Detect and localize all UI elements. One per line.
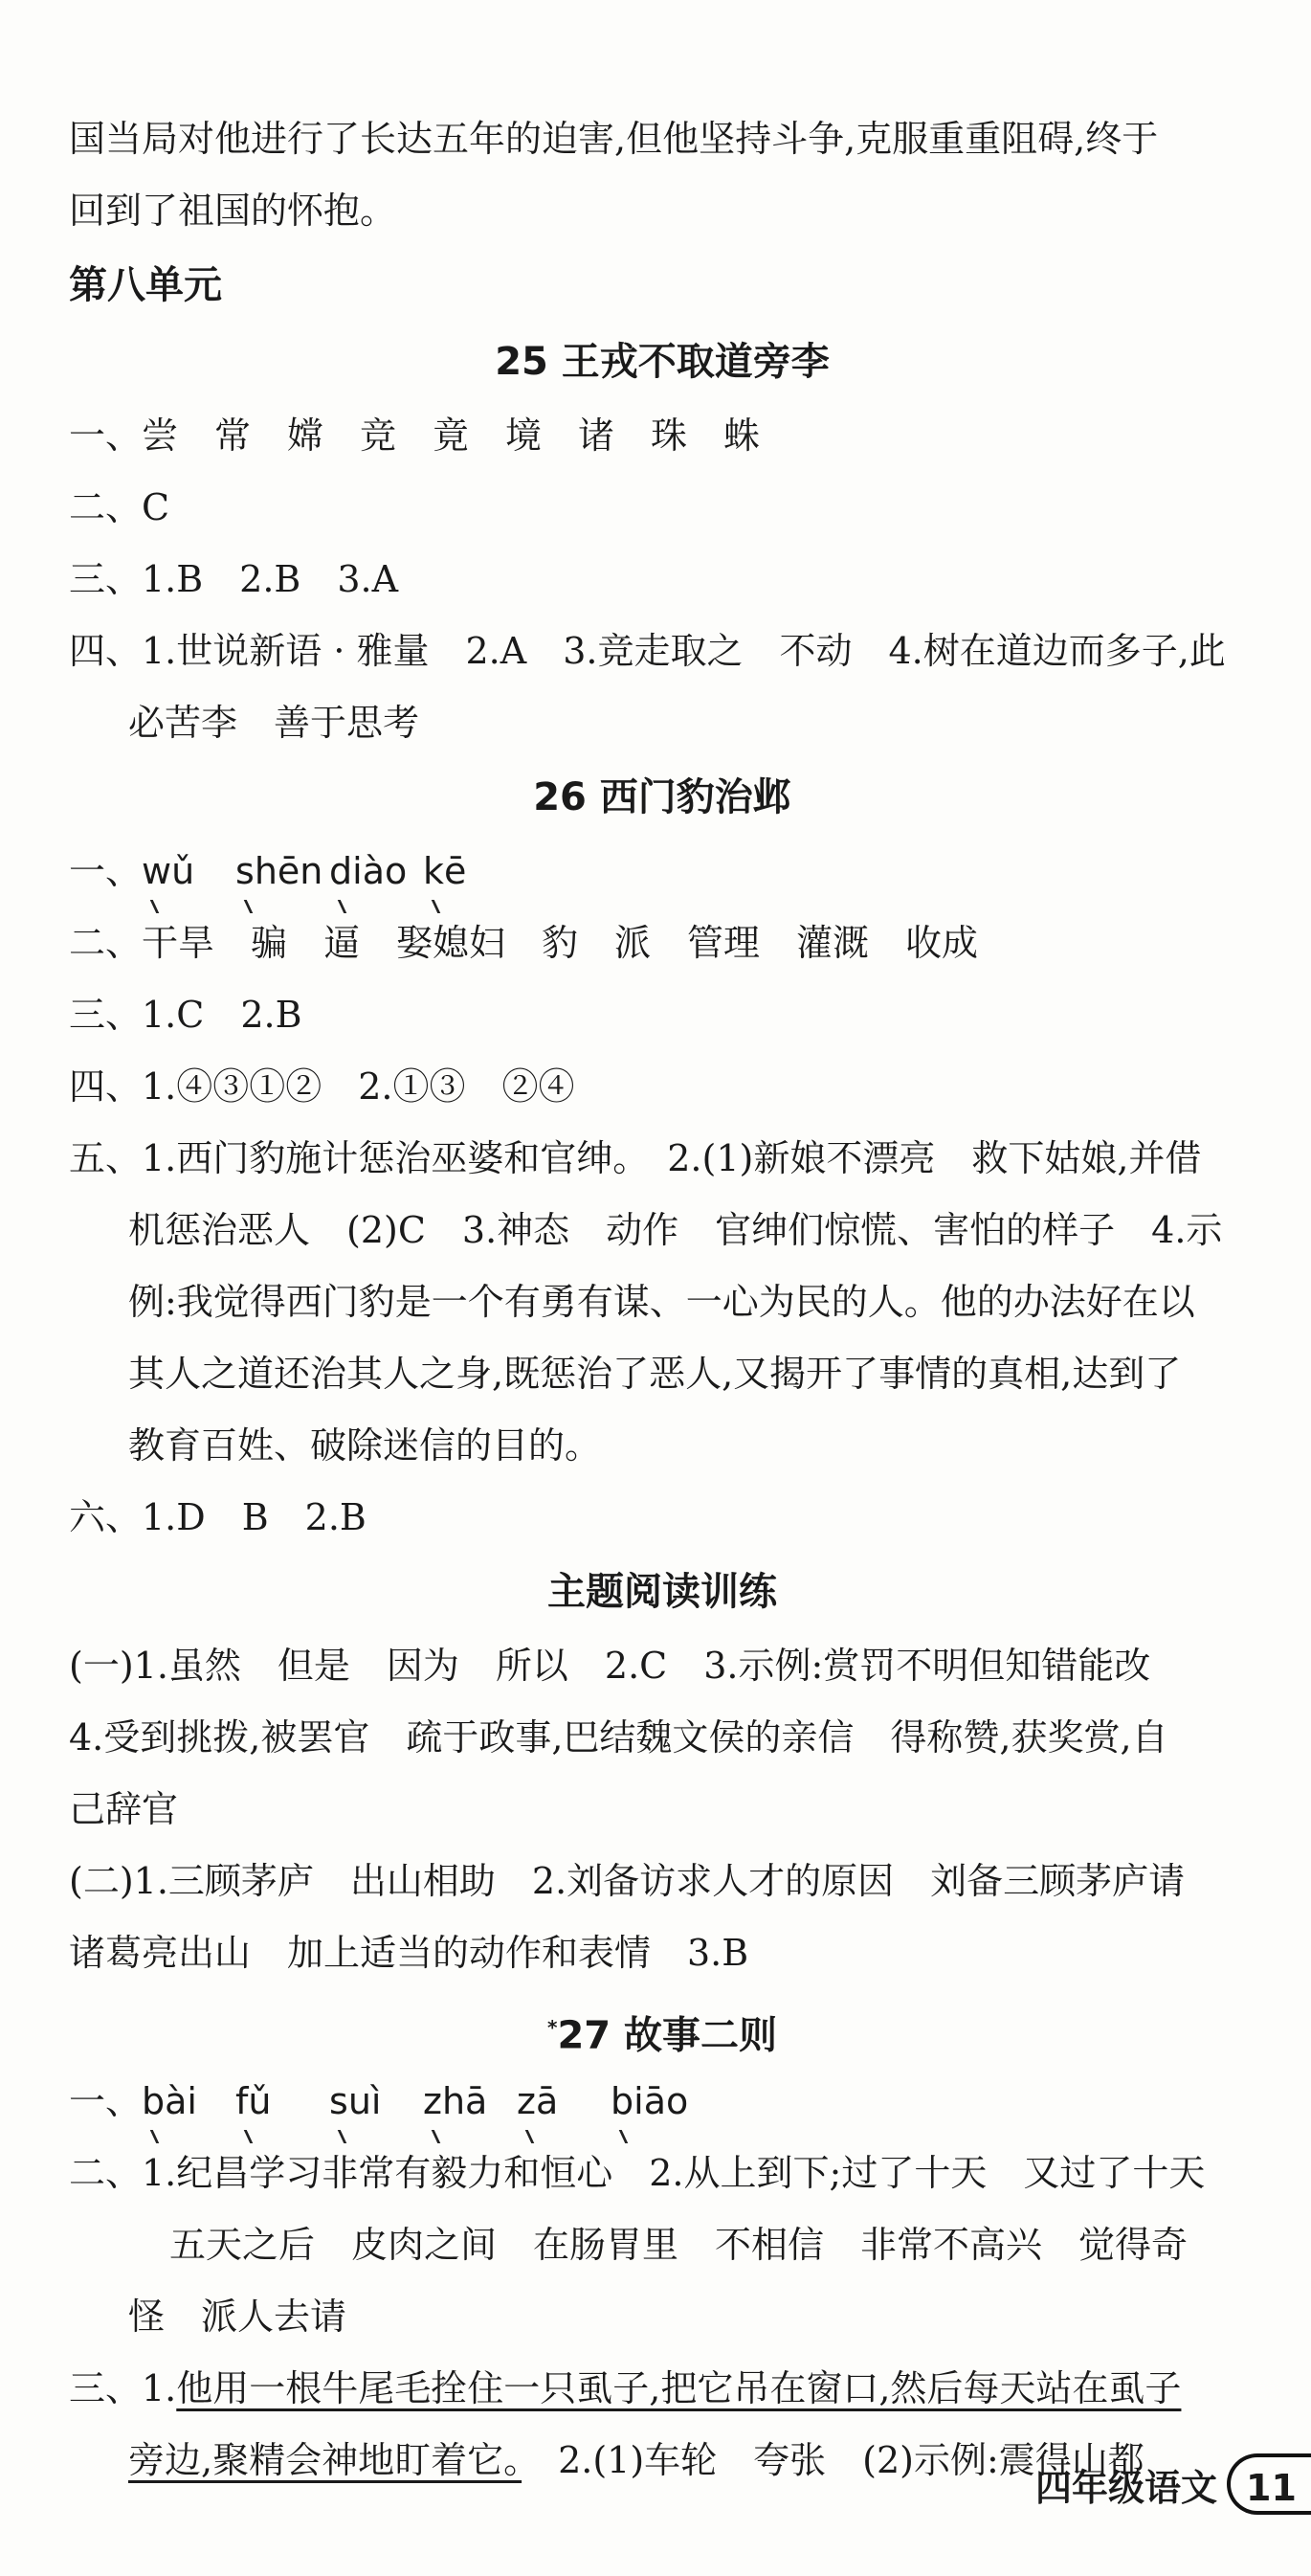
answer-line [69,2353,1255,2425]
answer-line: 三、1.C 2.B [69,994,302,1036]
grade-subject-label: 四年级语文 [1034,2466,1217,2509]
pinyin-syllable: fǔ [235,2066,302,2138]
answer-line: 己辞官 [69,1788,179,1830]
pinyin-answer-line [69,2066,1255,2138]
answer-line: 五、1.西门豹施计惩治巫婆和官绅。 2.(1)新娘不漂亮 救下姑娘,并借 [69,1137,1202,1179]
answer-line: (一)1.虽然 但是 因为 所以 2.C 3.示例:赏罚不明但知错能改 [69,1645,1151,1687]
answer-line: 4.受到挑拨,被罢官 疏于政事,巴结魏文侯的亲信 得称赞,获奖赏,自 [69,1716,1168,1758]
answer-line: 三、1.B 2.B 3.A [69,558,399,600]
pinyin-syllable: diào [329,836,396,907]
underlined-answer: 旁边,聚精会神地盯着它。 [128,2439,522,2481]
lesson-title-text: 27 故事二则 [557,2013,778,2058]
answer-line: 四、1.世说新语 · 雅量 2.A 3.竞走取之 不动 4.树在道边而多子,此 [69,630,1226,672]
lesson-title [69,324,1255,400]
lesson-title-text: 主题阅读训练 [547,1570,777,1614]
pinyin-answer-line [69,836,1255,907]
unit-heading: 第八单元 [69,263,222,307]
answer-line: 二、干旱 骗 逼 娶媳妇 豹 派 管理 灌溉 收成 [69,922,979,964]
item-number: 一、 [69,2080,143,2122]
answer-text: 2.(1)车轮 夸张 (2)示例:震得山都 [522,2439,1144,2481]
answer-line: 诸葛亮出山 加上适当的动作和表情 3.B [69,1932,749,1974]
underlined-answer: 他用一根牛尾毛拴住一只虱子,把它吊在窗口,然后每天站在虱子 [176,2367,1182,2409]
answer-line: 怪 派人去请 [128,2296,347,2338]
answer-line: 必苦李 善于思考 [128,702,420,744]
answer-line: 国当局对他进行了长达五年的迫害,但他坚持斗争,克服重重阻碍,终于 [69,118,1159,160]
item-number: 一、 [69,850,143,892]
pinyin-syllable: biāo [611,2066,678,2138]
pinyin-syllable: zā [517,2066,584,2138]
pinyin-syllable: kē [423,836,490,907]
pinyin-syllable: bài [142,2066,209,2138]
answer-line: 机惩治恶人 (2)C 3.神态 动作 官绅们惊慌、害怕的样子 4.示 [128,1209,1223,1251]
answer-line: 回到了祖国的怀抱。 [69,190,397,232]
answer-line: 教育百姓、破除迷信的目的。 [128,1424,602,1467]
page-number: 11 [1227,2453,1311,2515]
answer-line: 例:我觉得西门豹是一个有勇有谋、一心为民的人。他的办法好在以 [128,1281,1195,1323]
optional-lesson-mark: * [546,2016,558,2039]
lesson-title [69,1989,1255,2066]
item-number: 三、1. [69,2367,177,2409]
answer-line: 六、1.D B 2.B [69,1496,367,1538]
answer-line: (二)1.三顾茅庐 出山相助 2.刘备访求人才的原因 刘备三顾茅庐请 [69,1860,1186,1902]
pinyin-syllable: shēn [235,836,302,907]
pinyin-syllable: zhā [423,2066,490,2138]
pinyin-syllable: suì [329,2066,396,2138]
lesson-title-text: 26 西门豹治邺 [533,775,791,819]
answer-line: 一、尝 常 嫦 竞 竟 境 诸 珠 蛛 [69,414,761,457]
answer-line: 其人之道还治其人之身,既惩治了恶人,又揭开了事情的真相,达到了 [128,1353,1182,1395]
answer-line: 二、1.纪昌学习非常有毅力和恒心 2.从上到下;过了十天 又过了十天 [69,2152,1206,2194]
lesson-title-text: 25 王戎不取道旁李 [495,340,830,384]
answer-page [69,103,1255,2497]
lesson-title [69,759,1255,836]
answer-line: 五天之后 皮肉之间 在肠胃里 不相信 非常不高兴 觉得奇 [169,2224,1189,2266]
answer-line: 二、C [69,486,170,528]
page-footer [1035,2451,1311,2518]
pinyin-syllable: wǔ [142,836,209,907]
answer-line: 四、1.④③①② 2.①③ ②④ [69,1065,575,1108]
lesson-title [69,1554,1255,1630]
